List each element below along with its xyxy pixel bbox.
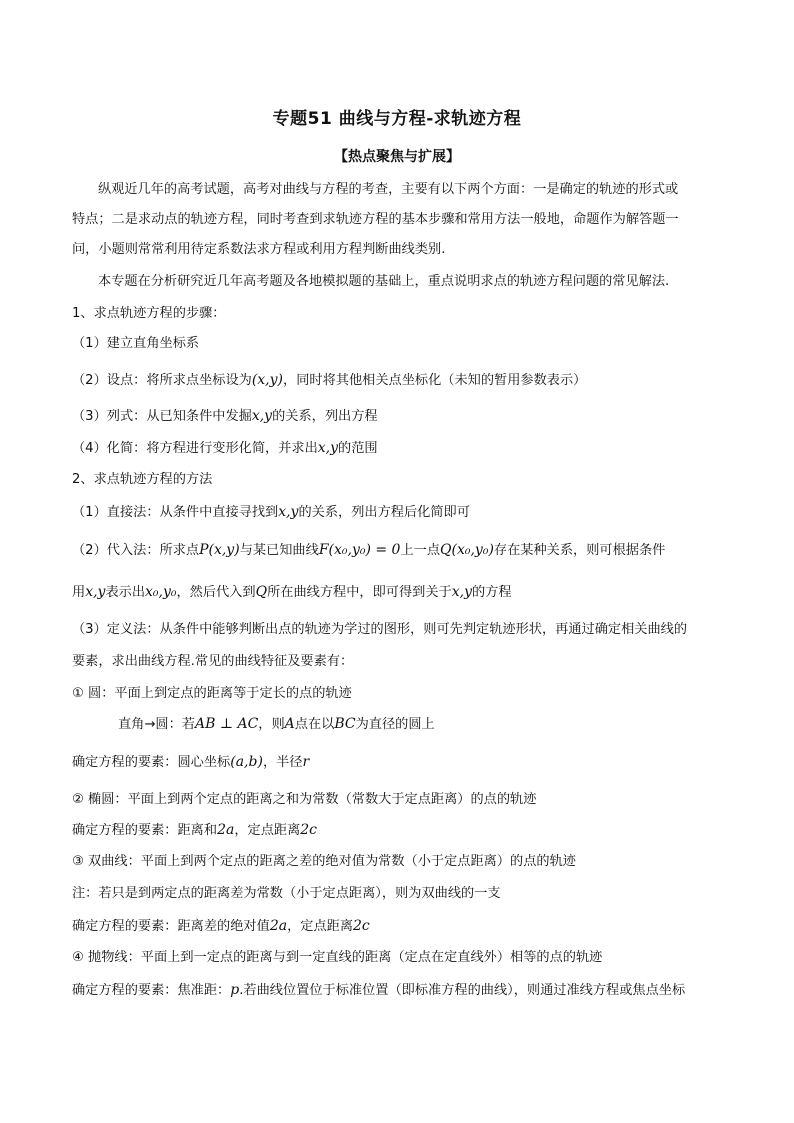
elements-text: 确定方程的要素：距离和: [72, 823, 218, 838]
ellipse-elements: [72, 820, 732, 841]
note-text: 点在以: [294, 717, 335, 732]
elements-text: ，半径: [262, 755, 303, 770]
curve-ellipse: ② 椭圆：平面上到两个定点的距离之和为常数（常数大于定点距离）的点的轨迹: [72, 792, 537, 807]
math-expression: Q: [255, 584, 268, 600]
math-expression: P(x,y): [199, 542, 240, 558]
step-text: ，同时将其他相关点坐标化（未知的暂用参数表示）: [283, 373, 587, 388]
math-expression: 2a: [217, 822, 235, 838]
step-text: （4）化简：将方程进行变形化简，并求出: [72, 441, 318, 456]
math-expression: A: [284, 716, 295, 732]
hyperbola-elements: [72, 916, 732, 937]
math-expression: (a,b): [230, 754, 263, 770]
math-expression: 2c: [353, 918, 370, 934]
elements-text: 确定方程的要素：焦准距：: [72, 983, 231, 998]
intro-paragraph-line: 问，小题则常常利用待定系数法求方程或利用方程判断曲线类别.: [72, 242, 446, 257]
elements-text: 确定方程的要素：圆心坐标: [72, 755, 231, 770]
method-text: 上一点: [400, 543, 441, 558]
section-subtitle: 【热点聚焦与扩展】: [334, 149, 460, 165]
math-expression: 2a: [269, 918, 288, 934]
step-text: （3）列式：从已知条件中发掘: [72, 409, 252, 424]
note-text: 为直径的圆上: [355, 717, 435, 732]
step-text: 的范围: [338, 441, 378, 456]
math-expression: BC: [334, 716, 356, 732]
intro-paragraph-line: 特点；二是求动点的轨迹方程，同时考查到求轨迹方程的基本步骤和常用方法一般地，命题作为解答题一: [72, 212, 679, 227]
method-text: ，然后代入到: [176, 585, 256, 600]
step-text: （2）设点：将所求点坐标设为: [72, 373, 252, 388]
math-expression: r: [302, 754, 310, 770]
method-item: [72, 540, 732, 561]
method-text: 表示出: [105, 585, 146, 600]
method-text: 与某已知曲线: [239, 543, 319, 558]
math-expression: (x,y): [251, 372, 284, 388]
method-text: 用: [72, 585, 86, 600]
math-expression: Q(x₀,y₀): [440, 542, 494, 558]
method-item-continued: [72, 582, 732, 603]
method-text: （1）直接法：从条件中直接寻找到: [72, 505, 279, 520]
method-text: （2）代入法：所求点: [72, 543, 200, 558]
method-item: （3）定义法：从条件中能够判断出点的轨迹为学过的图形，则可先判定轨迹形状，再通过确定相关曲线的: [72, 622, 688, 637]
curve-circle: ① 圆：平面上到定点的距离等于定长的点的轨迹: [72, 686, 352, 701]
intro-paragraph-line: 本专题在分析研究近几年高考题及各地模拟题的基础上，重点说明求点的轨迹方程问题的常见解法.: [98, 274, 670, 289]
math-expression: AB ⊥ AC: [195, 716, 259, 732]
math-expression: x₀,y₀: [145, 584, 177, 600]
step-item: [72, 370, 732, 391]
elements-text: ，定点距离: [287, 919, 354, 934]
section-heading: 2、求点轨迹方程的方法: [72, 472, 213, 487]
math-expression: x,y: [85, 584, 106, 600]
method-text: 所在曲线方程中，即可得到关于: [267, 585, 452, 600]
note-text: ，则: [258, 717, 285, 732]
hyperbola-note: 注：若只是到两定点的距离差为常数（小于定点距离），则为双曲线的一支: [72, 886, 501, 901]
step-item: （1）建立直角坐标系: [72, 336, 200, 351]
math-expression: 2c: [300, 822, 318, 838]
circle-note: [118, 714, 778, 735]
math-expression: F(x₀,y₀) = 0: [318, 542, 401, 558]
math-expression: x,y: [317, 440, 339, 456]
note-text: 直角→圆：若: [118, 717, 195, 732]
circle-elements: [72, 752, 732, 773]
intro-paragraph-line: 纵观近几年的高考试题，高考对曲线与方程的考查，主要有以下两个方面：一是确定的轨迹的形式或: [98, 182, 679, 197]
math-expression: x,y: [451, 584, 472, 600]
elements-text: .若曲线位置位于标准位置（即标准方程的曲线），则通过准线方程或焦点坐标: [239, 983, 686, 998]
method-item-continued: 要素，求出曲线方程.常见的曲线特征及要素有：: [72, 654, 354, 669]
method-text: 的关系，列出方程后化简即可: [298, 505, 470, 520]
method-text: 的方程: [472, 585, 512, 600]
math-expression: p: [230, 982, 240, 998]
math-expression: x,y: [278, 504, 299, 520]
step-item: [72, 438, 732, 459]
step-text: 的关系，列出方程: [272, 409, 378, 424]
section-heading: 1、求点轨迹方程的步骤：: [72, 306, 226, 321]
page-title: 专题51 曲线与方程-求轨迹方程: [272, 109, 522, 129]
elements-text: 确定方程的要素：距离差的绝对值: [72, 919, 270, 934]
elements-text: ，定点距离: [234, 823, 301, 838]
curve-parabola: ④ 抛物线：平面上到一定点的距离与到一定直线的距离（定点在定直线外）相等的点的轨迹: [72, 950, 603, 965]
step-item: [72, 406, 732, 427]
math-expression: x,y: [251, 408, 273, 424]
method-text: 存在某种关系，则可根据条件: [493, 543, 666, 558]
curve-hyperbola: ③ 双曲线：平面上到两个定点的距离之差的绝对值为常数（小于定点距离）的点的轨迹: [72, 854, 576, 869]
parabola-elements: [72, 980, 732, 1001]
method-item: [72, 502, 732, 523]
